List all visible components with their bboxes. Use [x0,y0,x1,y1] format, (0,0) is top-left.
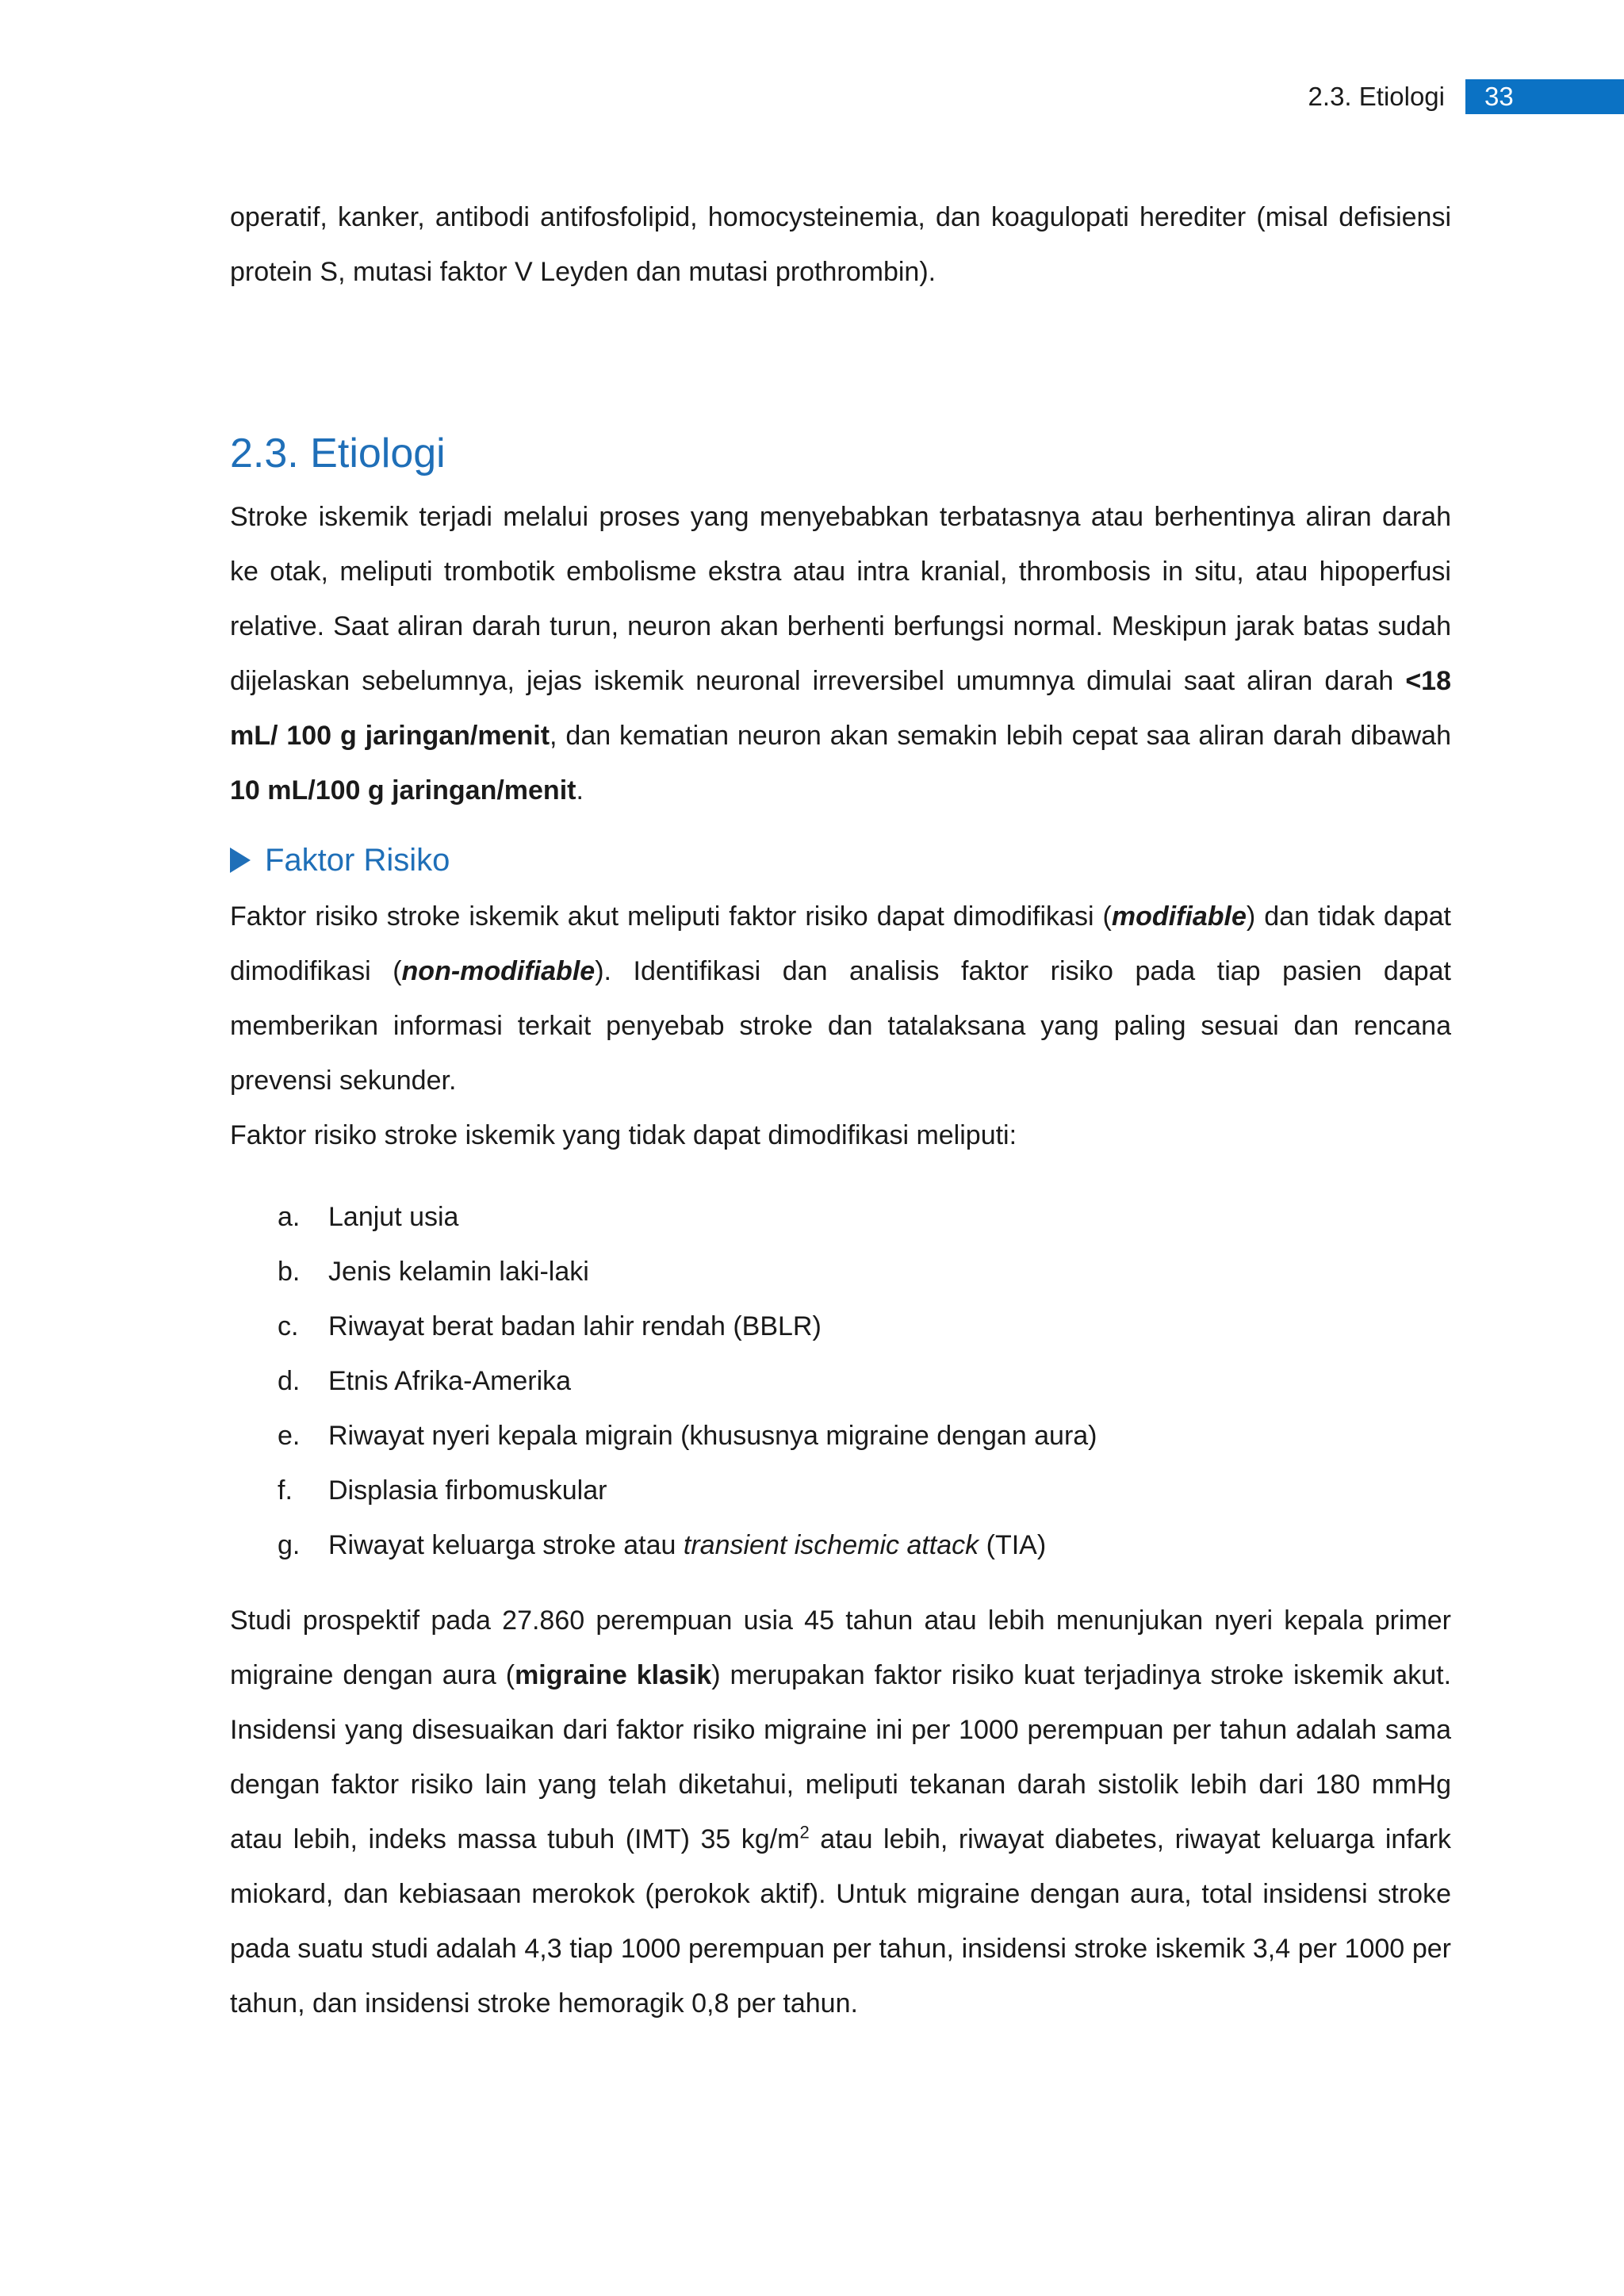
bold-run: <18 mL/ 100 g jaringan/menit [230,666,1451,751]
list-item [278,1409,1451,1464]
risk-factor-paragraph [230,890,1451,1108]
list-marker: c. [278,1311,299,1341]
list-item-text: Jenis kelamin laki-laki [328,1257,589,1287]
list-item [278,1245,1451,1299]
list-item [278,1190,1451,1245]
list-item-text: Riwayat nyeri kepala migrain (khususnya migraine dengan aura) [328,1421,1097,1451]
list-marker: b. [278,1257,301,1287]
text-run: ) merupakan faktor risiko kuat terjadinya stroke iskemik akut. Insidensi yang disesuaikan dari faktor risiko migraine ini per 1000 perempuan per tahun adalah sama dengan faktor risiko lain yang telah diketahui, meliputi tekanan darah sistolik lebih dari 180 mmHg atau lebih, indeks massa tubuh (IMT) 35 kg/m [230,1660,1452,1854]
intro-paragraph: operatif, kanker, antibodi antifosfolipid, homocysteinemia, dan koagulopati herediter (misal defisiensi protein S, mutasi faktor V Leyden dan mutasi prothrombin). [230,202,1451,287]
list-item-text: Riwayat berat badan lahir rendah (BBLR) [328,1311,822,1341]
risk-factor-heading [230,836,1451,885]
text-run: Stroke iskemik terjadi melalui proses yang menyebabkan terbatasnya atau berhentinya aliran darah ke otak, meliputi trombotik embolisme ekstra atau intra kranial, thrombosis in situ, atau hipoperfusi relative. Saat aliran darah turun, neuron akan berhenti berfungsi normal. Meskipun jarak batas sudah dijelaskan sebelumnya, jejas iskemik neuronal irreversibel umumnya dimulai saat aliran darah [230,502,1451,696]
etiologi-paragraph [230,490,1451,818]
list-item [278,1354,1451,1409]
triangle-right-icon [230,848,251,873]
running-header [1308,79,1624,114]
list-item-text [328,1518,1046,1573]
superscript: 2 [799,1822,810,1843]
text-run: Faktor risiko stroke iskemik akut meliputi faktor risiko dapat dimodifikasi ( [230,901,1112,932]
emphasis-run: transient ischemic attack [683,1530,979,1560]
list-item [278,1299,1451,1354]
section-title: 2.3. Etiologi [230,430,446,476]
bold-run: 10 mL/100 g jaringan/menit [230,775,576,806]
list-intro: Faktor risiko stroke iskemik yang tidak dapat dimodifikasi meliputi: [230,1120,1017,1150]
list-marker: e. [278,1421,301,1451]
emphasis-run: non-modifiable [401,956,596,986]
study-paragraph [230,1594,1451,2031]
page-number: 33 [1465,79,1624,114]
list-marker: a. [278,1202,301,1232]
list-item-text: Etnis Afrika-Amerika [328,1366,572,1396]
list-item [278,1518,1451,1573]
emphasis-run: modifiable [1111,901,1247,932]
list-item [278,1464,1451,1518]
text-run: atau lebih, riwayat diabetes, riwayat keluarga infark miokard, dan kebiasaan merokok (perokok aktif). Untuk migraine dengan aura, total insidensi stroke pada suatu studi adalah 4,3 tiap 1000 perempuan per tahun, insidensi stroke iskemik 3,4 per 1000 per tahun, dan insidensi stroke hemoragik 0,8 per tahun. [230,1824,1451,2019]
text-run: ). Identifikasi dan analisis faktor risiko pada tiap pasien dapat memberikan informasi terkait penyebab stroke dan tatalaksana yang paling sesuai dan rencana prevensi sekunder. [230,956,1452,1096]
text-run: Riwayat keluarga stroke atau [328,1530,684,1560]
list-marker: f. [278,1475,293,1506]
list-marker: d. [278,1366,301,1396]
risk-factor-heading-label: Faktor Risiko [265,843,450,878]
risk-factor-list [230,1190,1451,1573]
list-item-text: Displasia firbomuskular [328,1475,607,1506]
list-marker: g. [278,1530,301,1560]
page-content [230,190,1451,2031]
text-run: , dan kematian neuron akan semakin lebih cepat saa aliran darah dibawah [550,721,1451,751]
text-run: . [576,775,584,806]
running-title: 2.3. Etiologi [1308,82,1445,111]
list-item-text: Lanjut usia [328,1202,459,1232]
text-run: Studi prospektif pada 27.860 perempuan usia 45 tahun atau lebih menunjukan nyeri kepala primer migraine dengan aura ( [230,1605,1451,1690]
text-run: (TIA) [979,1530,1047,1560]
bold-run: migraine klasik [515,1660,712,1690]
text-run: ) dan tidak dapat dimodifikasi ( [230,901,1452,986]
